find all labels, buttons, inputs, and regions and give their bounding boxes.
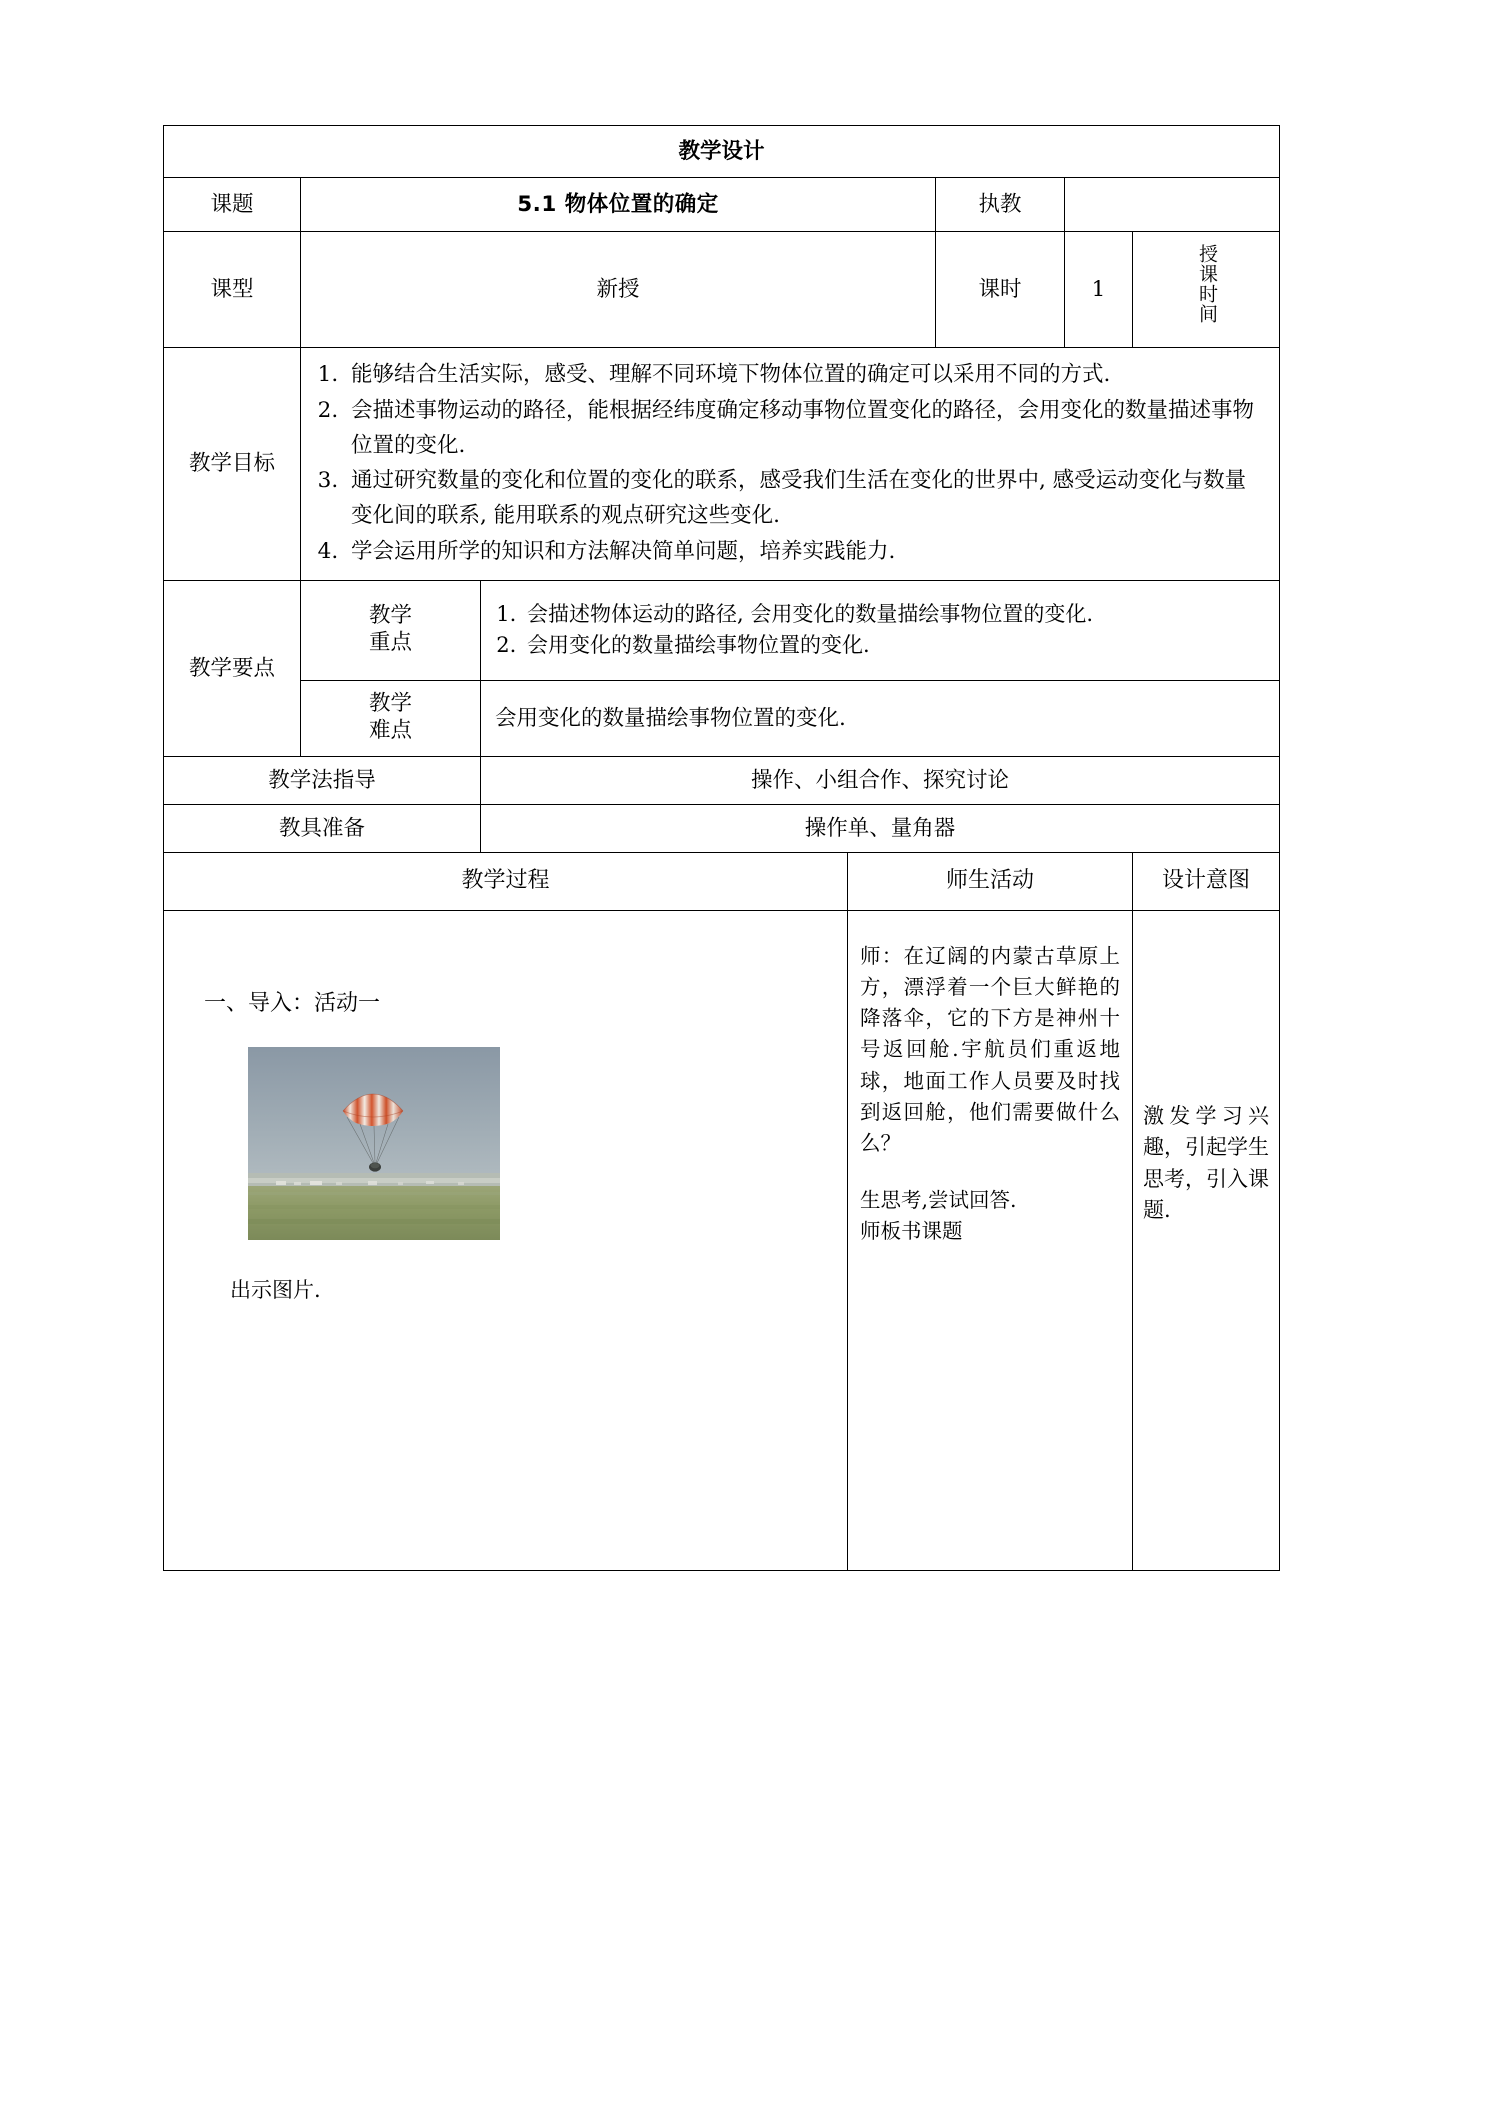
parachute-landing-photo — [248, 1047, 500, 1240]
list-item: 1. 能够结合生活实际，感受、理解不同环境下物体位置的确定可以采用不同的方式. — [345, 358, 1267, 393]
difficulty-label-line1: 教学 — [368, 690, 412, 716]
objectives-cell — [301, 348, 1280, 581]
lead-in-text: 一、导入：活动一 — [204, 990, 381, 1016]
process-col-header: 教学过程 — [164, 852, 848, 910]
table-row-method — [164, 756, 1280, 804]
activity-col-header: 师生活动 — [848, 852, 1133, 910]
tools-label: 教具准备 — [164, 804, 481, 852]
lesson-photo-wrapper — [248, 1047, 847, 1240]
intent-content-cell — [1133, 910, 1280, 1570]
focus-label-line1: 教学 — [368, 602, 412, 628]
photo-caption: 出示图片. — [230, 1278, 321, 1303]
key-points-label: 教学要点 — [164, 580, 301, 756]
process-content-cell — [164, 910, 848, 1570]
table-row-process-body — [164, 910, 1280, 1570]
period-value: 1 — [1065, 232, 1133, 348]
intent-col-header: 设计意图 — [1133, 852, 1280, 910]
lesson-plan-table — [163, 125, 1280, 1571]
activity-main: 师：在辽阔的内蒙古草原上方，漂浮着一个巨大鲜艳的降落伞，它的下方是神州十号返回舱.宇航员们重返地球，地面工作人员要及时找到返回舱，他们需要做什么么？ — [860, 943, 1120, 1155]
activity-third: 师板书课题 — [860, 1219, 963, 1244]
subject-label: 课题 — [164, 178, 301, 232]
focus-label — [369, 602, 412, 657]
intent-text: 激发学习兴趣，引起学生思考，引入课题. — [1143, 1103, 1270, 1223]
focus-content-cell — [481, 580, 1280, 680]
list-item: 2. 会用变化的数量描绘事物位置的变化. — [523, 630, 1267, 662]
tools-value: 操作单、量角器 — [481, 804, 1280, 852]
table-row-lesson-type — [164, 232, 1280, 348]
list-item: 1. 会描述物体运动的路径, 会用变化的数量描绘事物位置的变化. — [523, 599, 1267, 631]
difficulty-text: 会用变化的数量描绘事物位置的变化. — [481, 680, 1280, 756]
difficulty-label — [369, 690, 412, 745]
difficulty-label-cell — [301, 680, 481, 756]
list-item: 3. 通过研究数量的变化和位置的变化的联系，感受我们生活在变化的世界中, 感受运动变化与数量变化间的联系, 能用联系的观点研究这些变化. — [345, 464, 1267, 534]
table-row-difficulty — [164, 680, 1280, 756]
teacher-label: 执教 — [936, 178, 1065, 232]
table-row-tools — [164, 804, 1280, 852]
table-row-focus — [164, 580, 1280, 680]
class-time-label: 授课时间 — [1195, 244, 1218, 325]
method-label: 教学法指导 — [164, 756, 481, 804]
table-row-subject — [164, 178, 1280, 232]
table-row-objectives — [164, 348, 1280, 581]
list-item: 2. 会描述事物运动的路径，能根据经纬度确定移动事物位置变化的路径，会用变化的数量描述事物位置的变化. — [345, 394, 1267, 464]
activity-text-block — [860, 941, 1120, 1247]
class-time-cell — [1133, 232, 1280, 348]
document-title: 教学设计 — [164, 126, 1280, 178]
teacher-value — [1065, 178, 1280, 232]
focus-list — [485, 599, 1267, 662]
activity-content-cell — [848, 910, 1133, 1570]
subject-value: 5.1 物体位置的确定 — [301, 178, 936, 232]
lesson-type-value: 新授 — [301, 232, 936, 348]
objectives-label: 教学目标 — [164, 348, 301, 581]
difficulty-label-line2: 难点 — [368, 718, 412, 744]
focus-label-line2: 重点 — [368, 630, 412, 656]
focus-label-cell — [301, 580, 481, 680]
lesson-type-label: 课型 — [164, 232, 301, 348]
table-row-process-header — [164, 852, 1280, 910]
table-row-title — [164, 126, 1280, 178]
objectives-list — [305, 358, 1267, 570]
activity-second: 生思考,尝试回答. — [860, 1188, 1017, 1213]
method-value: 操作、小组合作、探究讨论 — [481, 756, 1280, 804]
list-item: 4. 学会运用所学的知识和方法解决简单问题，培养实践能力. — [345, 535, 1267, 570]
period-label: 课时 — [936, 232, 1065, 348]
